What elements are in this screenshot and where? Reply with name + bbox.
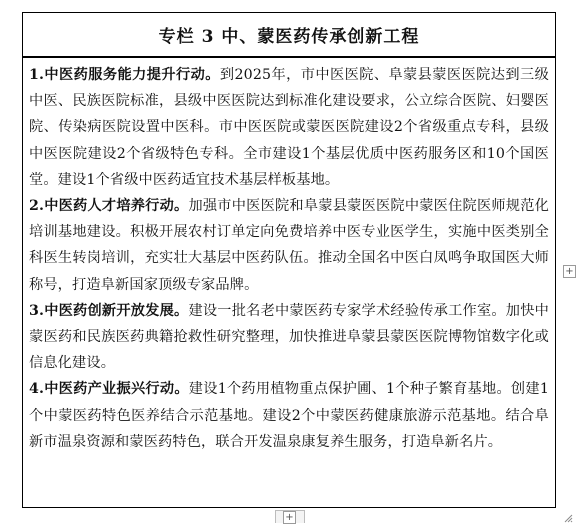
special-column-table — [22, 12, 556, 508]
section-heading: 4.中医药产业振兴行动。 — [29, 381, 189, 398]
section-body: 建设1个药用植物重点保护圃、1个种子繁育基地。创建1个中蒙医药特色医养结合示范基地。建设2个中蒙医药健康旅游示范基地。结合阜新市温泉资源和蒙医药特色，联合开发温泉康复养生服务，打造阜新名片。 — [29, 381, 549, 450]
section-body: 建设一批名老中蒙医药专家学术经验传承工作室。加快中蒙医药和民族医药典籍抢救性研究整理，加快推进阜蒙县蒙医医院博物馆数字化或信息化建设。 — [29, 302, 549, 372]
section-industry-revitalization — [29, 376, 549, 455]
section-body: 到2025年，市中医医院、阜蒙县蒙医医院达到三级中医、民族医院标准，县级中医医院达到标准化建设要求，公立综合医院、妇婴医院、传染病医院设置中医科。市中医医院或蒙医医院建设2个省级重点专科，县级中医医院建设2个省级特色专科。全市建设1个基层优质中医药服务区和10个国医堂。建设1个省级中医药适宜技术基层样板基地。 — [29, 67, 549, 188]
table-title: 专栏 3 中、蒙医药传承创新工程 — [158, 27, 420, 47]
section-heading: 3.中医药创新开放发展。 — [29, 302, 189, 319]
table-resize-grip-icon[interactable] — [563, 508, 573, 518]
section-heading: 1.中医药服务能力提升行动。 — [29, 67, 220, 83]
add-column-handle[interactable]: + — [563, 265, 576, 278]
section-talent-training — [29, 193, 549, 298]
section-innovation-opening — [29, 298, 549, 377]
section-service-capability — [29, 62, 549, 193]
table-content-cell[interactable] — [23, 58, 555, 455]
table-title-row — [23, 13, 555, 58]
section-body: 加强市中医医院和阜蒙县蒙医医院中蒙医住院医师规范化培训基地建设。积极开展农村订单定向免费培养中医专业医学生，实施中医类别全科医生转岗培训，充实壮大基层中医药队伍。推动全国名中医白凤鸣争取国医大师称号，打造阜新国家顶级专家品牌。 — [29, 198, 549, 293]
section-heading: 2.中医药人才培养行动。 — [29, 198, 189, 215]
add-row-handle[interactable]: + — [283, 511, 296, 524]
